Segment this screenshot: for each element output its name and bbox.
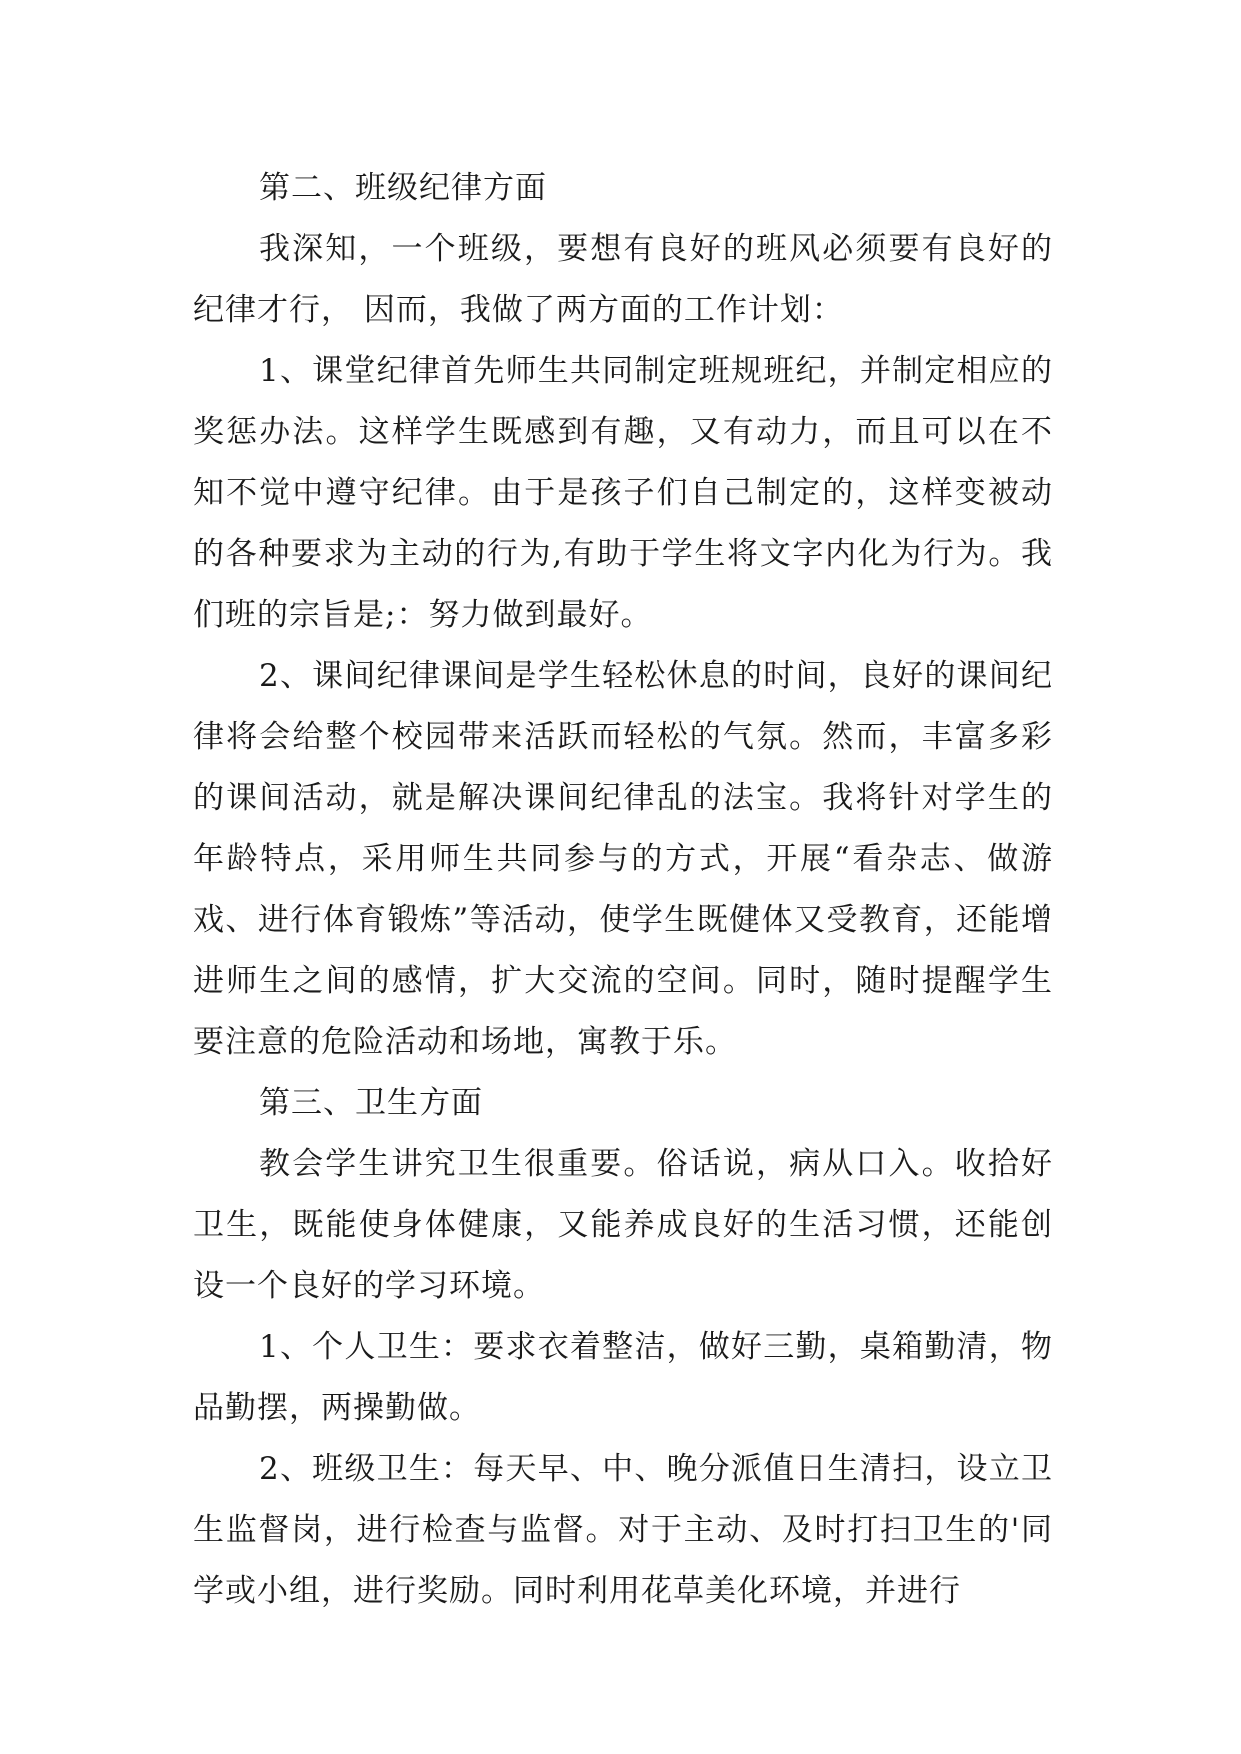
paragraph-recess-discipline: 2、课间纪律课间是学生轻松休息的时间，良好的课间纪律将会给整个校园带来活跃而轻松的气氛。然而，丰富多彩的课间活动，就是解决课间纪律乱的法宝。我将针对学生的年龄特点，采用师生共同参与的方式，开展“看杂志、做游戏、进行体育锻炼”等活动，使学生既健体又受教育，还能增进师生之间的感情，扩大交流的空间。同时，随时提醒学生要注意的危险活动和场地，寓教于乐。 (193, 658, 1053, 1060)
paragraph-intro-discipline: 我深知，一个班级，要想有良好的班风必须要有良好的纪律才行， 因而，我做了两方面的工作计划： (193, 231, 1053, 328)
section-heading-discipline: 第二、班级纪律方面 (259, 170, 547, 206)
paragraph-personal-hygiene: 1、个人卫生：要求衣着整洁，做好三勤，桌箱勤清，物品勤摆，两操勤做。 (193, 1329, 1053, 1426)
section-heading-hygiene: 第三、卫生方面 (259, 1085, 483, 1121)
paragraph-intro-hygiene: 教会学生讲究卫生很重要。俗话说，病从口入。收拾好卫生，既能使身体健康，又能养成良好的生活习惯，还能创设一个良好的学习环境。 (193, 1146, 1053, 1304)
paragraph-class-hygiene: 2、班级卫生：每天早、中、晚分派值日生清扫，设立卫生监督岗，进行检查与监督。对于主动、及时打扫卫生的'同学或小组，进行奖励。同时利用花草美化环境，并进行 (193, 1451, 1053, 1609)
document-body (193, 158, 1053, 1622)
paragraph-classroom-discipline: 1、课堂纪律首先师生共同制定班规班纪，并制定相应的奖惩办法。这样学生既感到有趣，又有动力，而且可以在不知不觉中遵守纪律。由于是孩子们自己制定的，这样变被动的各种要求为主动的行为,有助于学生将文字内化为行为。我们班的宗旨是;：努力做到最好。 (193, 353, 1053, 633)
